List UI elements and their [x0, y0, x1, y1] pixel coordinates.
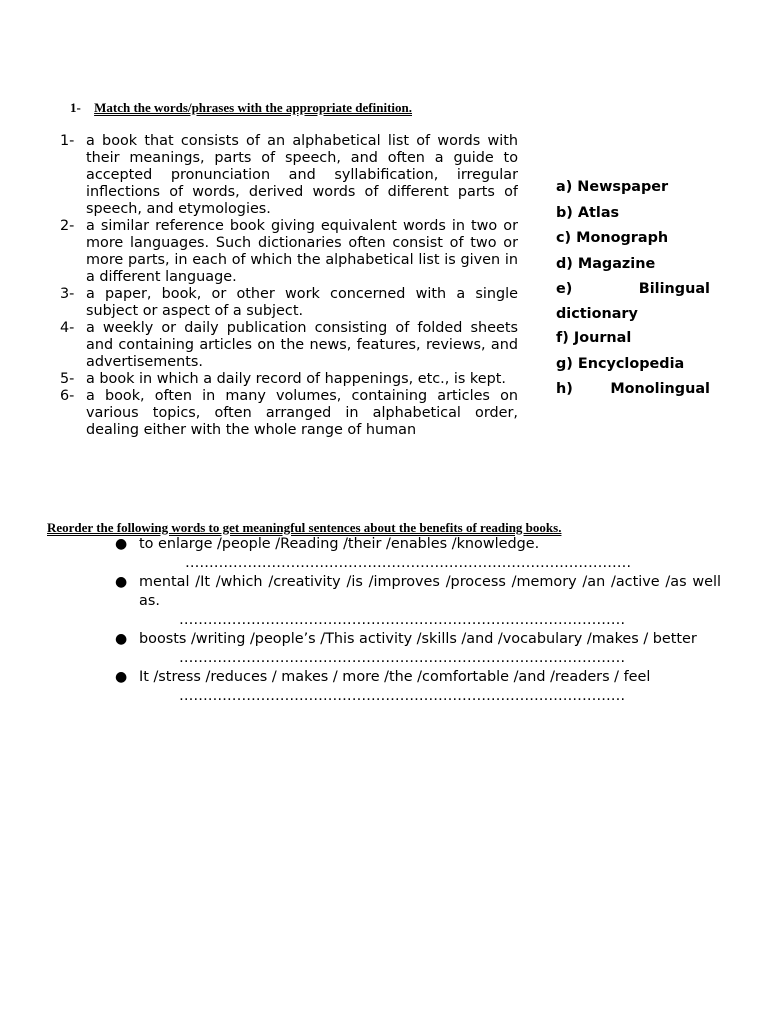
scrambled-sentence: to enlarge /people /Reading /their /enables /knowledge.	[139, 536, 540, 552]
option-bilingual-continued: dictionary	[556, 306, 638, 322]
option-bilingual: e) Bilingual	[556, 281, 710, 297]
option-journal: f) Journal	[556, 330, 632, 346]
scrambled-sentence: boosts /writing /people’s /This activity /skills /and /vocabulary /makes / better	[139, 631, 697, 647]
definition-item	[60, 218, 518, 286]
option-newspaper: a) Newspaper	[556, 179, 669, 195]
definition-text: a weekly or daily publication consisting of folded sheets and containing articles on the news, features, reviews, and advertisements.	[86, 320, 518, 370]
option-atlas: b) Atlas	[556, 204, 620, 221]
list-item	[115, 535, 721, 554]
question-1-title: Match the words/phrases with the appropriate definition.	[94, 100, 412, 115]
definition-text: a book that consists of an alphabetical list of words with their meanings, parts of speech, and often a guide to accepted pronunciation and syllabification, irregular inflections of words, derived words of different parts of speech, and etymologies.	[86, 133, 518, 217]
option-monograph: c) Monograph	[556, 230, 669, 246]
bullet-icon: ●	[115, 631, 128, 647]
answer-line: …………………………………………………………………………………	[179, 612, 626, 628]
definition-text: a book, often in many volumes, containing articles on various topics, often arranged in alphabetical order, dealing either with the whole range of human	[86, 388, 518, 438]
option-encyclopedia: g) Encyclopedia	[556, 355, 685, 372]
option-magazine: d) Magazine	[556, 255, 656, 272]
definition-number: 2-	[60, 218, 75, 234]
answer-line: …………………………………………………………………………………	[179, 688, 626, 704]
definition-text: a paper, book, or other work concerned with a single subject or aspect of a subject.	[86, 286, 518, 319]
list-item	[115, 630, 721, 649]
definition-item	[60, 133, 518, 218]
definitions-list	[60, 133, 518, 453]
definition-number: 6-	[60, 388, 75, 404]
scrambled-sentence: mental /It /which /creativity /is /improves /process /memory /an /active /as well as.	[139, 574, 721, 609]
question-1-heading	[70, 100, 412, 116]
bullet-icon: ●	[115, 536, 128, 552]
reorder-list	[115, 535, 721, 706]
bullet-icon: ●	[115, 669, 128, 685]
option-monolingual: h) Monolingual	[556, 381, 710, 397]
question-1-number: 1-	[70, 100, 81, 115]
bullet-icon: ●	[115, 574, 128, 590]
list-item	[115, 668, 721, 687]
definition-item	[60, 286, 518, 320]
definition-text: a similar reference book giving equivalent words in two or more languages. Such dictionaries often consist of two or more parts, in each of which the alphabetical list is given in a different language.	[86, 218, 518, 285]
definition-number: 1-	[60, 133, 75, 149]
answer-line: …………………………………………………………………………………	[179, 650, 626, 666]
options-list	[556, 175, 710, 402]
definition-item	[60, 320, 518, 371]
definition-number: 5-	[60, 371, 75, 387]
question-2-title: Reorder the following words to get meaningful sentences about the benefits of reading books.	[47, 520, 562, 535]
question-2-heading	[47, 520, 561, 536]
list-item	[115, 573, 721, 611]
answer-line: …………………………………………………………………………………	[185, 555, 632, 571]
definition-item	[60, 388, 518, 439]
scrambled-sentence: It /stress /reduces / makes / more /the /comfortable /and /readers / feel	[139, 669, 651, 685]
definition-item	[60, 371, 518, 388]
definition-number: 4-	[60, 320, 75, 336]
definition-number: 3-	[60, 286, 75, 302]
definition-text: a book in which a daily record of happenings, etc., is kept.	[86, 371, 506, 387]
